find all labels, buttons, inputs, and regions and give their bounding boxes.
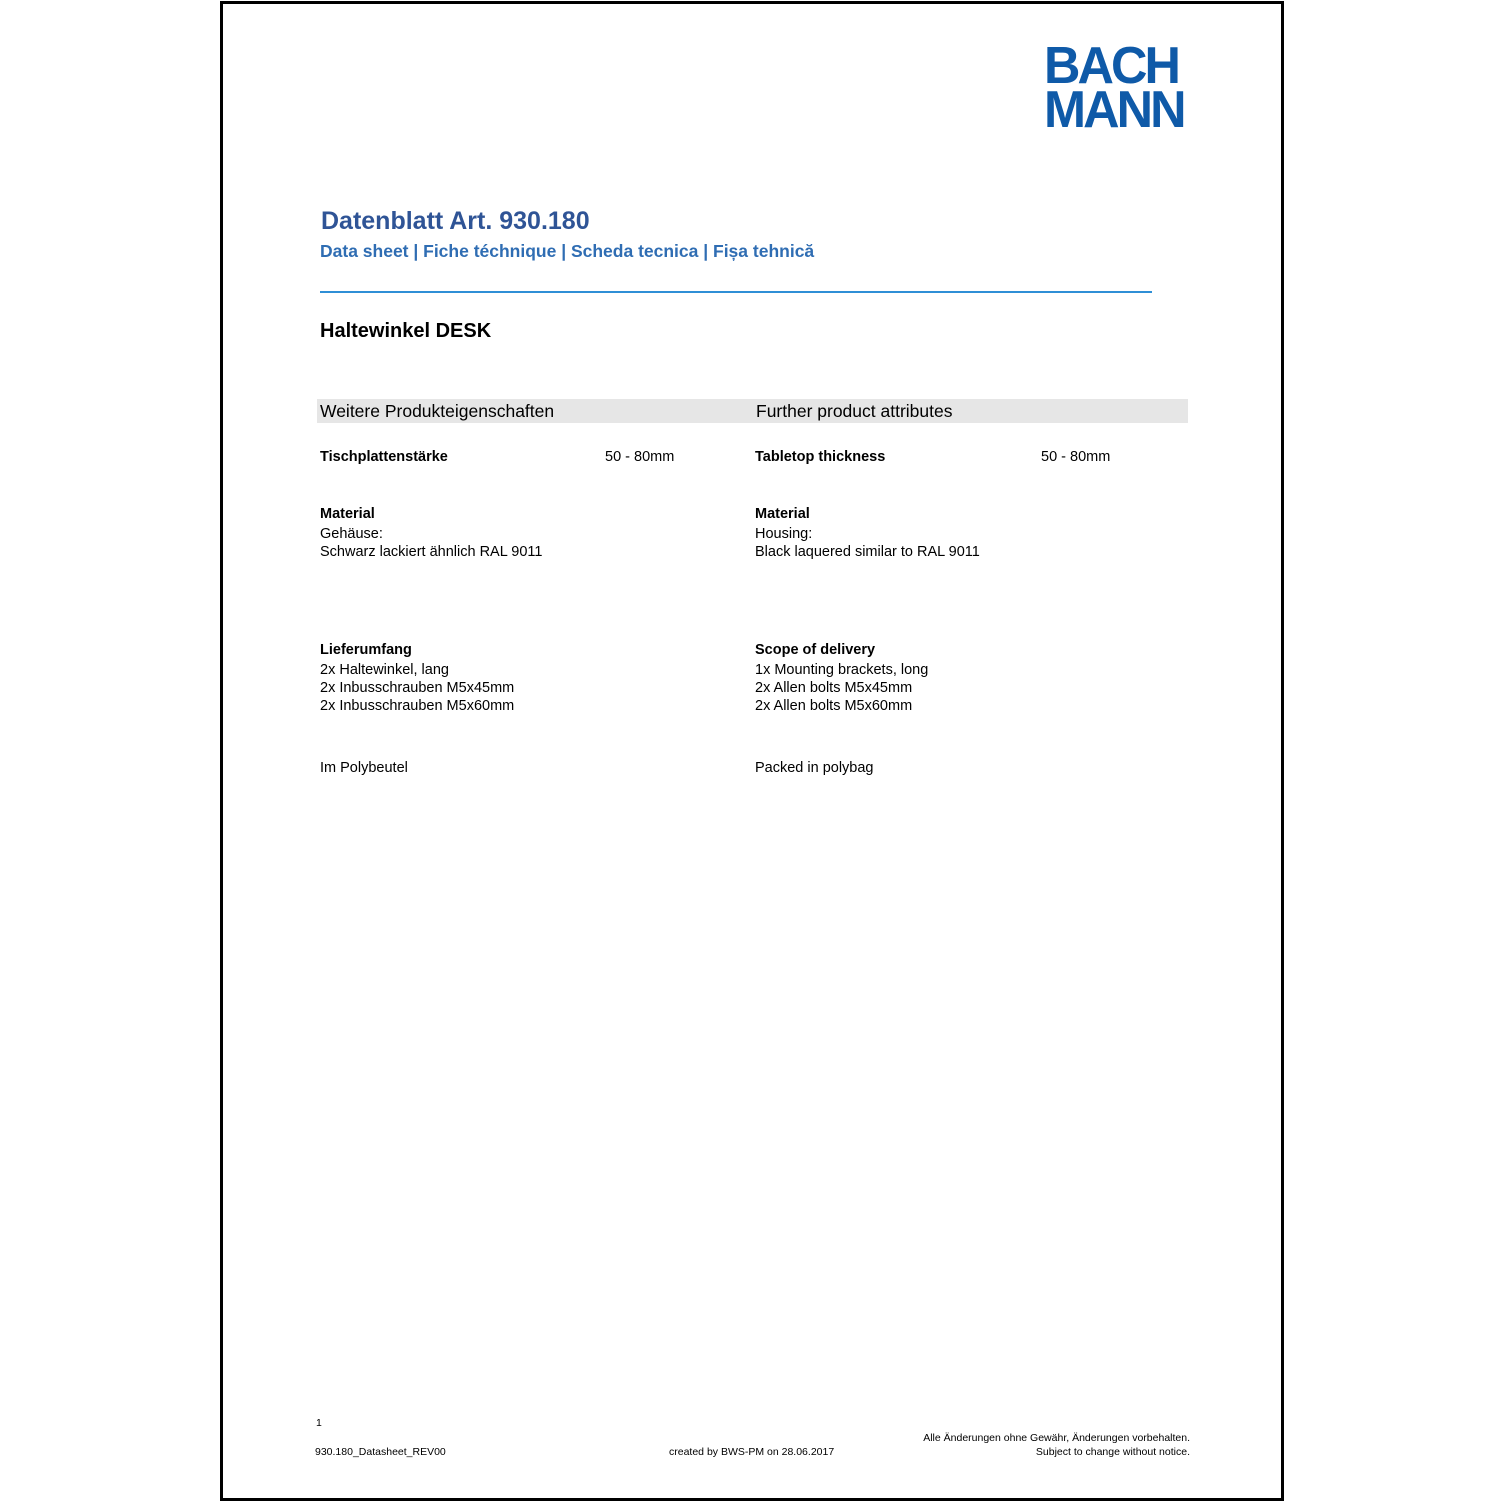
material-line1-en: Housing: bbox=[755, 526, 813, 542]
logo-line-2: MANN bbox=[1044, 81, 1184, 139]
material-label-de: Material bbox=[320, 506, 375, 522]
material-line1-de: Gehäuse: bbox=[320, 526, 383, 542]
footer-disclaimer-de: Alle Änderungen ohne Gewähr, Änderungen vorbehalten. bbox=[923, 1432, 1190, 1444]
delivery-label-en: Scope of delivery bbox=[755, 642, 876, 658]
delivery-label-de: Lieferumfang bbox=[320, 642, 412, 658]
logo-line-1: BACH bbox=[1044, 37, 1179, 95]
header-divider bbox=[320, 291, 1152, 293]
material-line2-de: Schwarz lackiert ähnlich RAL 9011 bbox=[320, 544, 543, 560]
material-label-en: Material bbox=[755, 506, 810, 522]
delivery-item-de: 2x Haltewinkel, lang bbox=[320, 662, 449, 678]
delivery-item-de: 2x Inbusschrauben M5x60mm bbox=[320, 698, 515, 714]
thickness-label-en: Tabletop thickness bbox=[755, 449, 886, 465]
product-name: Haltewinkel DESK bbox=[320, 320, 492, 342]
delivery-item-en: 2x Allen bolts M5x60mm bbox=[755, 698, 913, 714]
delivery-item-de: 2x Inbusschrauben M5x45mm bbox=[320, 680, 515, 696]
packaging-en: Packed in polybag bbox=[755, 760, 874, 776]
section-heading-de: Weitere Produkteigenschaften bbox=[320, 401, 555, 421]
packaging-de: Im Polybeutel bbox=[320, 760, 408, 776]
section-heading-en: Further product attributes bbox=[756, 401, 953, 421]
datasheet-page bbox=[220, 1, 1284, 1501]
page-subtitle: Data sheet | Fiche téchnique | Scheda tecnica | Fișa tehnică bbox=[320, 241, 815, 261]
footer-created-by: created by BWS-PM on 28.06.2017 bbox=[669, 1446, 835, 1458]
delivery-item-en: 2x Allen bolts M5x45mm bbox=[755, 680, 913, 696]
material-line2-en: Black laquered similar to RAL 9011 bbox=[755, 544, 980, 560]
page-number: 1 bbox=[316, 1417, 322, 1429]
footer-disclaimer-en: Subject to change without notice. bbox=[1035, 1446, 1190, 1458]
footer-file-name: 930.180_Datasheet_REV00 bbox=[315, 1446, 446, 1458]
thickness-value-de: 50 - 80mm bbox=[605, 449, 675, 465]
delivery-item-en: 1x Mounting brackets, long bbox=[755, 662, 929, 678]
thickness-label-de: Tischplattenstärke bbox=[320, 449, 448, 465]
bachmann-logo bbox=[1044, 37, 1186, 139]
thickness-value-en: 50 - 80mm bbox=[1041, 449, 1111, 465]
page-title: Datenblatt Art. 930.180 bbox=[321, 207, 590, 235]
